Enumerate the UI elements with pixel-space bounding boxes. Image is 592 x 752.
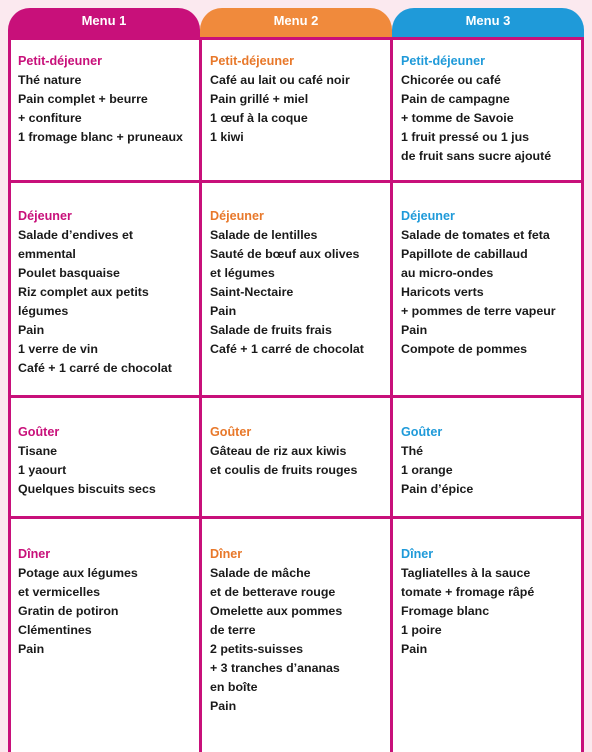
menu-item: Thé bbox=[401, 444, 424, 458]
menu-item: Quelques biscuits secs bbox=[18, 482, 156, 496]
menu-3-dinner-cell bbox=[401, 545, 587, 659]
tab-menu-2 bbox=[200, 8, 392, 40]
menu-item: Salade de lentilles bbox=[210, 228, 318, 242]
menu-item: de terre bbox=[210, 623, 256, 637]
meal-title: Petit-déjeuner bbox=[210, 54, 294, 68]
menu-item: Papillote de cabillaud bbox=[401, 247, 528, 261]
menu-item: tomate + fromage râpé bbox=[401, 585, 535, 599]
meal-title: Goûter bbox=[401, 425, 443, 439]
menu-item: Haricots verts bbox=[401, 285, 484, 299]
menu-item: + confiture bbox=[18, 111, 82, 125]
menu-2-breakfast-cell bbox=[210, 52, 396, 147]
menu-item: Salade d’endives et bbox=[18, 228, 134, 242]
menu-item: 1 poire bbox=[401, 623, 442, 637]
menu-3-snack-cell bbox=[401, 423, 587, 499]
menu-item: 1 verre de vin bbox=[18, 342, 98, 356]
menu-item: Gratin de potiron bbox=[18, 604, 119, 618]
menu-item: Riz complet aux petits bbox=[18, 285, 149, 299]
tab-menu-3 bbox=[392, 8, 584, 40]
menu-2-dinner-cell bbox=[210, 545, 396, 716]
menu-item: Compote de pommes bbox=[401, 342, 527, 356]
meal-title: Déjeuner bbox=[18, 209, 72, 223]
row-divider bbox=[11, 180, 581, 183]
menu-2-snack-cell bbox=[210, 423, 396, 480]
menu-item: légumes bbox=[18, 304, 69, 318]
menu-item: Café + 1 carré de chocolat bbox=[210, 342, 364, 356]
menu-item: Chicorée ou café bbox=[401, 73, 501, 87]
menu-item: + 3 tranches d’ananas bbox=[210, 661, 340, 675]
menu-item: de fruit sans sucre ajouté bbox=[401, 149, 552, 163]
menu-item: Omelette aux pommes bbox=[210, 604, 343, 618]
menu-item: Pain d’épice bbox=[401, 482, 474, 496]
meal-title: Goûter bbox=[210, 425, 252, 439]
meal-title: Goûter bbox=[18, 425, 60, 439]
menu-item: et coulis de fruits rouges bbox=[210, 463, 358, 477]
menu-item: + pommes de terre vapeur bbox=[401, 304, 556, 318]
menu-item: 1 yaourt bbox=[18, 463, 67, 477]
menu-item: Pain bbox=[18, 642, 45, 656]
menu-item: Saint-Nectaire bbox=[210, 285, 294, 299]
tab-menu-3-label: Menu 3 bbox=[465, 12, 511, 28]
menu-item: Salade de tomates et feta bbox=[401, 228, 550, 242]
menu-item: Café + 1 carré de chocolat bbox=[18, 361, 172, 375]
meal-title: Dîner bbox=[210, 547, 243, 561]
meal-title: Déjeuner bbox=[210, 209, 264, 223]
menu-item: et légumes bbox=[210, 266, 275, 280]
meal-title: Dîner bbox=[401, 547, 434, 561]
menu-1-breakfast-cell bbox=[18, 52, 204, 147]
tab-menu-2-label: Menu 2 bbox=[273, 12, 319, 28]
menu-item: Tisane bbox=[18, 444, 58, 458]
row-divider bbox=[11, 395, 581, 398]
meal-title: Petit-déjeuner bbox=[18, 54, 102, 68]
menu-item: 1 fromage blanc + pruneaux bbox=[18, 130, 183, 144]
meal-title: Dîner bbox=[18, 547, 51, 561]
menu-item: Pain grillé + miel bbox=[210, 92, 309, 106]
menu-item: au micro-ondes bbox=[401, 266, 494, 280]
menu-item: 2 petits-suisses bbox=[210, 642, 303, 656]
menu-3-breakfast-cell bbox=[401, 52, 587, 166]
menu-item: Salade de mâche bbox=[210, 566, 311, 580]
menu-item: Potage aux légumes bbox=[18, 566, 138, 580]
menu-item: et de betterave rouge bbox=[210, 585, 336, 599]
menu-item: Pain bbox=[18, 323, 45, 337]
menu-1-snack-cell bbox=[18, 423, 204, 499]
tab-menu-1-label: Menu 1 bbox=[81, 12, 127, 28]
menu-item: Pain bbox=[401, 323, 428, 337]
menu-2-lunch-cell bbox=[210, 207, 396, 359]
row-divider bbox=[11, 516, 581, 519]
menu-item: en boîte bbox=[210, 680, 258, 694]
menu-1-lunch-cell bbox=[18, 207, 204, 378]
menu-item: 1 kiwi bbox=[210, 130, 244, 144]
menu-item: 1 fruit pressé ou 1 jus bbox=[401, 130, 530, 144]
meal-title: Petit-déjeuner bbox=[401, 54, 485, 68]
menu-item: et vermicelles bbox=[18, 585, 100, 599]
menu-item: Salade de fruits frais bbox=[210, 323, 332, 337]
menu-item: Sauté de bœuf aux olives bbox=[210, 247, 360, 261]
menu-item: Gâteau de riz aux kiwis bbox=[210, 444, 347, 458]
menu-item: Pain bbox=[401, 642, 428, 656]
menu-item: Café au lait ou café noir bbox=[210, 73, 350, 87]
menu-item: Clémentines bbox=[18, 623, 92, 637]
menu-item: Poulet basquaise bbox=[18, 266, 120, 280]
menu-item: Tagliatelles à la sauce bbox=[401, 566, 531, 580]
meal-title: Déjeuner bbox=[401, 209, 455, 223]
menu-3-lunch-cell bbox=[401, 207, 587, 359]
menu-item: 1 orange bbox=[401, 463, 453, 477]
menu-1-dinner-cell bbox=[18, 545, 204, 659]
menu-grid bbox=[8, 37, 584, 752]
menu-item: Pain complet + beurre bbox=[18, 92, 148, 106]
menu-item: Fromage blanc bbox=[401, 604, 490, 618]
menu-item: Thé nature bbox=[18, 73, 82, 87]
menu-item: emmental bbox=[18, 247, 76, 261]
menu-item: Pain de campagne bbox=[401, 92, 510, 106]
menu-item: 1 œuf à la coque bbox=[210, 111, 308, 125]
menu-tabs bbox=[8, 8, 584, 40]
menu-item: Pain bbox=[210, 304, 237, 318]
tab-menu-1 bbox=[8, 8, 200, 40]
menu-item: + tomme de Savoie bbox=[401, 111, 514, 125]
menu-item: Pain bbox=[210, 699, 237, 713]
